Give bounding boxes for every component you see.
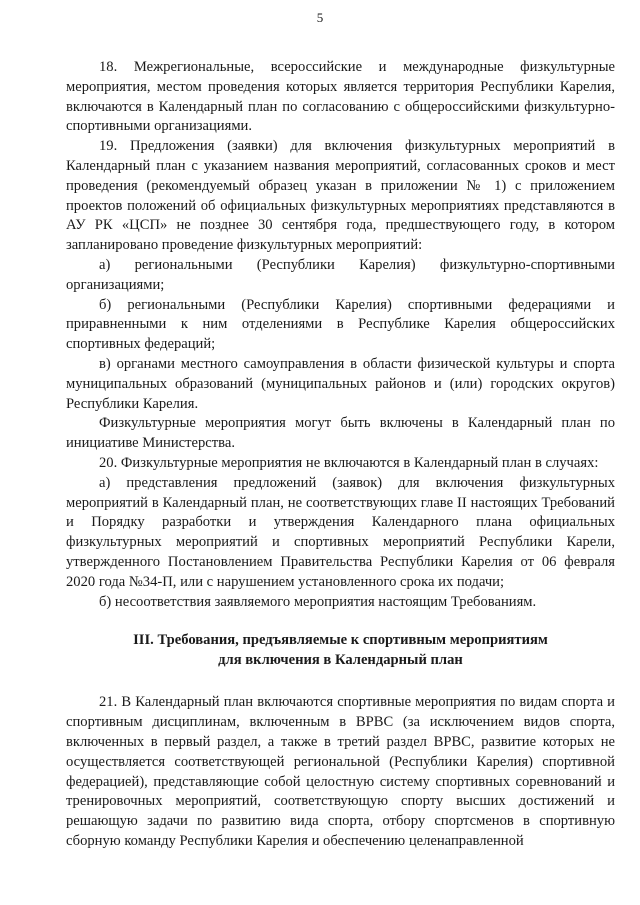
paragraph-19: 19. Предложения (заявки) для включения физкультурных мероприятий в Календарный план с указанием названия мероприятий, согласованных сроков и мест проведения (рекомендуемый образец указан в приложении № 1) с приложением проектов положений об официальных физкультурных мероприятиях представляются в АУ РК «ЦСП» не позднее 30 сентября года, предшествующего году, в котором запланировано проведение физкультурных мероприятий: <box>66 138 615 254</box>
list-item-20a: а) представления предложений (заявок) для включения физкультурных мероприятий в Календарный план, не соответствующих главе II настоящих Требований и Порядку разработки и утверждения Календарного плана официальных физкультурных мероприятий и спортивных мероприятий Республики Карели, утвержденного Постановлением Правительства Республики Карелия от 06 февраля 2020 года №34-П, или с нарушением установленного срока их подачи; <box>66 474 615 590</box>
paragraph-21: 21. В Календарный план включаются спортивные мероприятия по видам спорта и спортивным дисциплинам, включенным в ВРВС (за исключением видов спорта, включенных в первый раздел, а также в третий раздел ВРВС, развитие которых не осуществляется соответствующей региональной (Республики Карелия) спортивной федерацией), представляющие собой целостную систему спортивных соревнований и тренировочных мероприятий, соответствующую спорту высших достижений и решающую задачи по развитию вида спорта, отбору спортсменов в спортивную сборную команду Республики Карелия и обеспечению целенаправленной <box>66 694 615 849</box>
paragraph-18: 18. Межрегиональные, всероссийские и международные физкультурные мероприятия, местом проведения которых является территория Республики Карелия, включаются в Календарный план по согласованию с общероссийскими физкультурно-спортивными организациями. <box>66 59 615 135</box>
paragraph-ministry-initiative: Физкультурные мероприятия могут быть включены в Календарный план по инициативе Министерства. <box>66 415 615 452</box>
section-heading-line-2: для включения в Календарный план <box>218 651 463 668</box>
list-item-19b: б) региональными (Республики Карелия) спортивными федерациями и приравненными к ним отделениями в Республике Карелия общероссийских спортивных федераций; <box>66 296 615 353</box>
list-item-19c: в) органами местного самоуправления в области физической культуры и спорта муниципальных образований (муниципальных районов и (или) городских округов) Республики Карелия. <box>66 355 615 412</box>
section-heading <box>66 631 615 670</box>
document-body <box>66 58 615 852</box>
section-heading-line-1: III. Требования, предъявляемые к спортивным мероприятиям <box>133 632 548 649</box>
list-item-19a: а) региональными (Республики Карелия) физкультурно-спортивными организациями; <box>66 256 615 293</box>
page-number: 5 <box>316 10 324 25</box>
paragraph-20: 20. Физкультурные мероприятия не включаются в Календарный план в случаях: <box>99 454 599 471</box>
list-item-20b: б) несоответствия заявляемого мероприятия настоящим Требованиям. <box>99 593 537 610</box>
